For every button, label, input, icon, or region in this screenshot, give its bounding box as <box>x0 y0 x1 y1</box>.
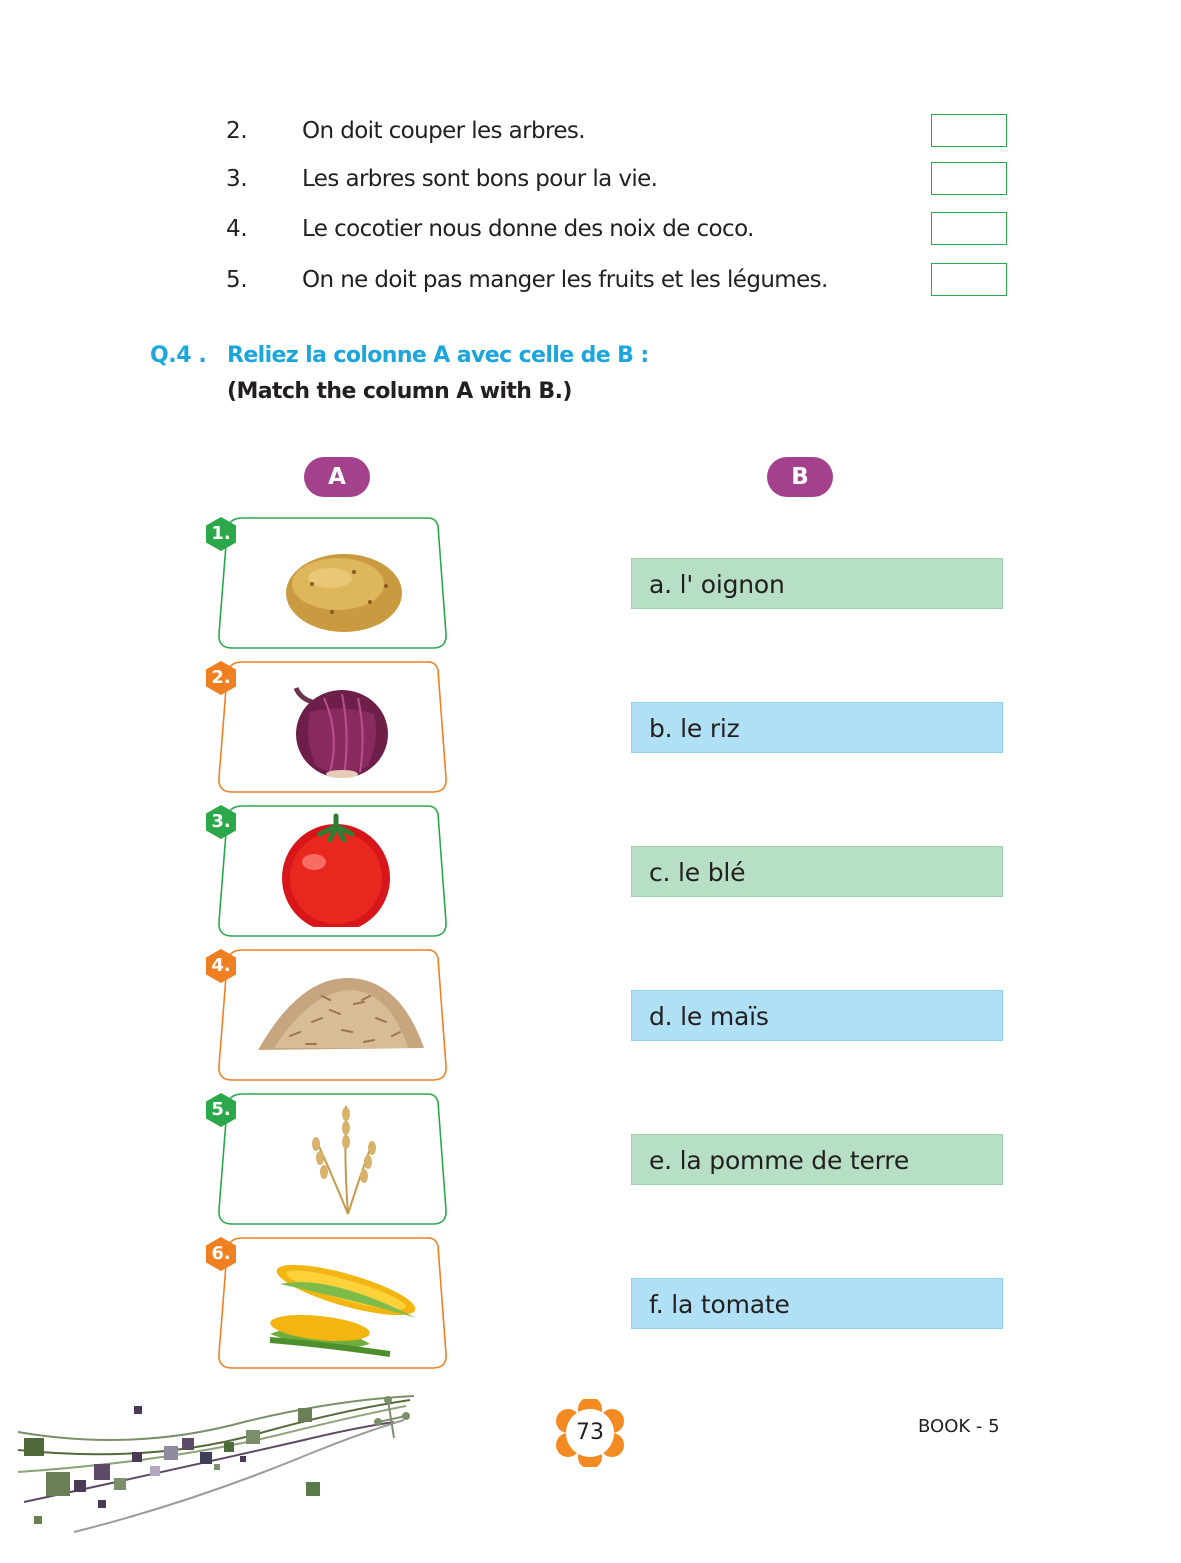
potato-icon <box>250 524 430 639</box>
answer-box[interactable] <box>931 114 1007 147</box>
wheat-icon <box>250 1100 430 1215</box>
column-a-item[interactable] <box>200 512 460 652</box>
statement-text: Le cocotier nous donne des noix de coco. <box>302 216 754 242</box>
column-a-item[interactable] <box>200 800 460 940</box>
statement-row <box>0 114 1181 154</box>
decorative-swirl-icon <box>14 1392 434 1542</box>
question-title: Reliez la colonne A avec celle de B : <box>227 343 649 368</box>
item-number: 6. <box>211 1243 231 1264</box>
item-number: 1. <box>211 523 231 544</box>
item-number: 3. <box>211 811 231 832</box>
statement-number: 3. <box>226 166 248 192</box>
column-b-item[interactable]: a. l' oignon <box>631 558 1003 609</box>
statement-text: On ne doit pas manger les fruits et les légumes. <box>302 267 828 293</box>
tomato-icon <box>250 812 430 927</box>
column-a-item[interactable] <box>200 656 460 796</box>
statement-row <box>0 212 1181 252</box>
answer-box[interactable] <box>931 162 1007 195</box>
statement-number: 4. <box>226 216 248 242</box>
statement-number: 2. <box>226 118 248 144</box>
statement-number: 5. <box>226 267 248 293</box>
statement-text: Les arbres sont bons pour la vie. <box>302 166 658 192</box>
statement-row <box>0 263 1181 303</box>
column-b-item[interactable]: e. la pomme de terre <box>631 1134 1003 1185</box>
column-b-header: B <box>767 457 833 497</box>
statement-text: On doit couper les arbres. <box>302 118 585 144</box>
question-number: Q.4 . <box>150 343 207 368</box>
column-b-item[interactable]: f. la tomate <box>631 1278 1003 1329</box>
column-a-item[interactable] <box>200 944 460 1084</box>
answer-box[interactable] <box>931 212 1007 245</box>
column-a-item[interactable] <box>200 1232 460 1372</box>
column-a-header: A <box>304 457 370 497</box>
item-number: 2. <box>211 667 231 688</box>
column-b-item[interactable]: b. le riz <box>631 702 1003 753</box>
page-number: 73 <box>576 1420 604 1445</box>
item-number: 4. <box>211 955 231 976</box>
item-number: 5. <box>211 1099 231 1120</box>
column-b-item[interactable]: d. le maïs <box>631 990 1003 1041</box>
rice-icon <box>250 956 430 1071</box>
column-b-item[interactable]: c. le blé <box>631 846 1003 897</box>
answer-box[interactable] <box>931 263 1007 296</box>
onion-icon <box>250 668 430 783</box>
statement-row <box>0 162 1181 202</box>
corn-icon <box>250 1244 430 1359</box>
question-subtitle: (Match the column A with B.) <box>227 379 572 404</box>
book-label: BOOK - 5 <box>918 1416 1000 1437</box>
column-a-item[interactable] <box>200 1088 460 1228</box>
page-number-badge <box>553 1399 627 1467</box>
